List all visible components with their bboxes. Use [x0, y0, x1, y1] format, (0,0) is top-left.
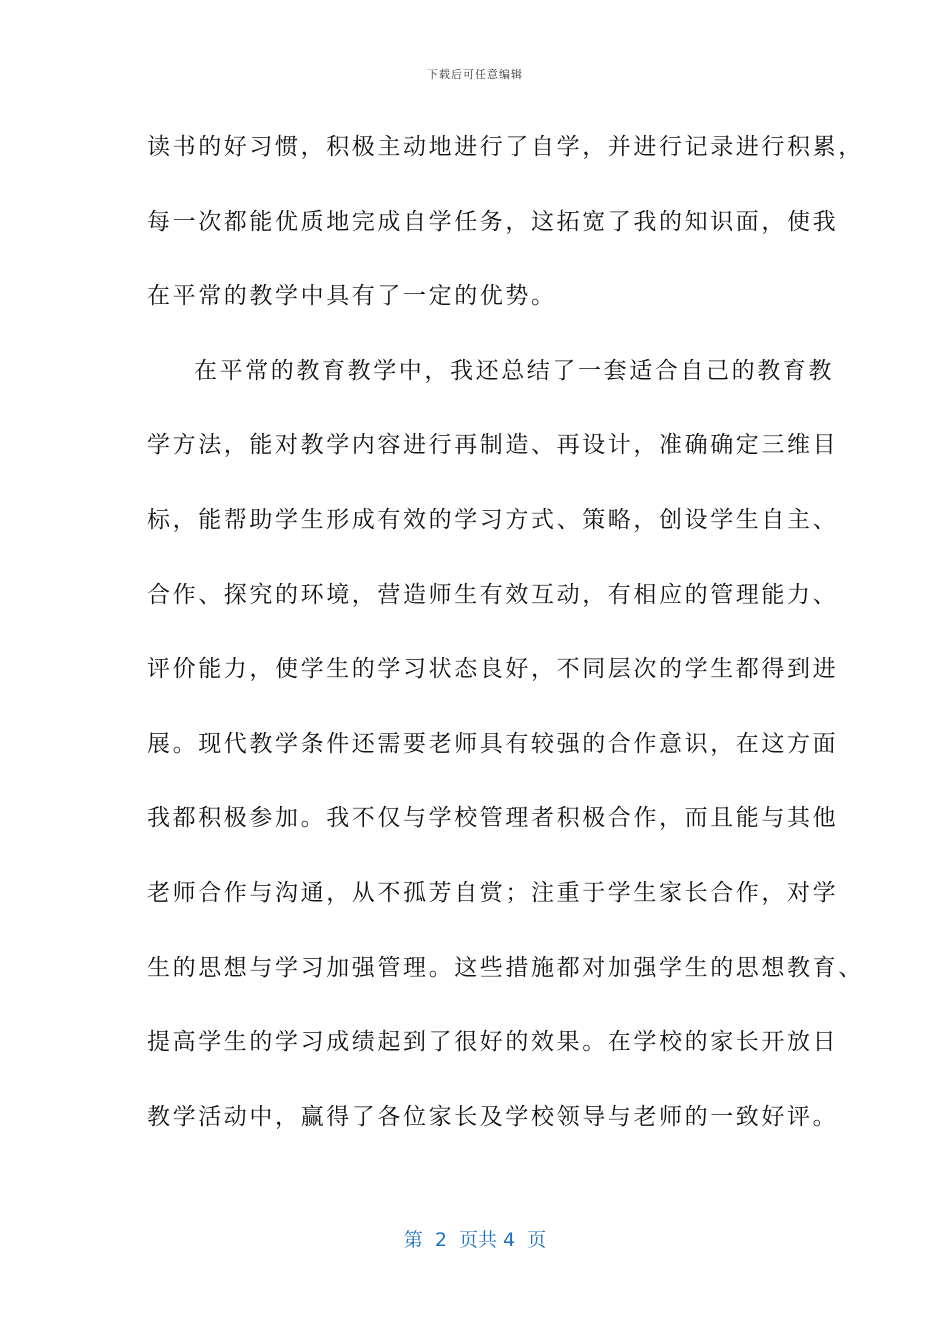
page-header: 下载后可任意编辑	[427, 68, 523, 81]
text-line: 我都积极参加。我不仅与学校管理者积极合作，而且能与其他	[147, 805, 839, 832]
text-line: 学方法，能对教学内容进行再制造、再设计，准确确定三维目	[147, 432, 839, 459]
text-line: 生的思想与学习加强管理。这些措施都对加强学生的思想教育、	[147, 954, 864, 981]
body-text	[147, 127, 864, 1171]
text-line: 标，能帮助学生形成有效的学习方式、策略，创设学生自主、	[147, 506, 839, 533]
text-line: 教学活动中，赢得了各位家长及学校领导与老师的一致好评。	[147, 1103, 839, 1130]
text-line: 评价能力，使学生的学习状态良好，不同层次的学生都得到进	[147, 656, 839, 683]
page-number-footer: 第 2 页共 4 页	[403, 1229, 547, 1251]
text-line: 老师合作与沟通，从不孤芳自赏；注重于学生家长合作，对学	[147, 879, 839, 906]
paragraph-first-line: 在平常的教育教学中，我还总结了一套适合自己的教育教	[194, 357, 834, 384]
text-line: 提高学生的学习成绩起到了很好的效果。在学校的家长开放日	[147, 1029, 839, 1056]
text-line: 展。现代教学条件还需要老师具有较强的合作意识，在这方面	[147, 730, 839, 757]
text-line: 在平常的教学中具有了一定的优势。	[147, 283, 557, 310]
text-line: 读书的好习惯，积极主动地进行了自学，并进行记录进行积累，	[147, 134, 864, 160]
text-line: 每一次都能优质地完成自学任务，这拓宽了我的知识面，使我	[147, 208, 839, 235]
text-line: 合作、探究的环境，营造师生有效互动，有相应的管理能力、	[147, 581, 839, 608]
